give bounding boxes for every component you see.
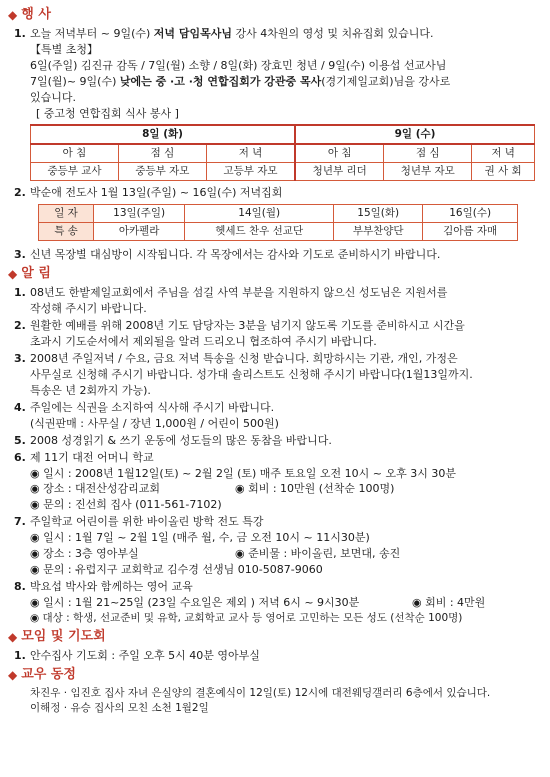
mothers-school-date: ◉ 일시 : 2008년 1월12일(토) ~ 2월 2일 (토) 매주 토요일 오전 10시 ~ 오후 3시 30분: [30, 466, 456, 480]
members-news: [8, 686, 544, 716]
special-table-date: 15일(화): [334, 205, 423, 223]
meal-cell: 청년부 자모: [384, 163, 472, 181]
special-invite-label: 【특별 초청】: [30, 42, 99, 56]
meetings-title: 모임 및 기도회: [21, 629, 106, 645]
meal-cell: 청년부 리더: [295, 163, 384, 181]
event-1-line-2: 6일(주일) 김진규 감독 / 7일(월) 소향 / 8일(화) 장효민 청년 / 9일(수) 이용섭 선교사님: [30, 58, 447, 72]
notice-item-3: 3. 2008년 주일저녁 / 수요, 금요 저녁 특송을 신청 받습니다. 희망하시는 기관, 개인, 가정은 사무실로 신청해 주시기 바랍니다. 성가대 솔리스트도 신청해 주시기 바랍니다(1월13일까지. 특송은 년 2회까지 가능).: [14, 351, 473, 397]
violin-class-contact: ◉ 문의 : 유럽지구 교회학교 김수경 선생님 010-5087-9060: [30, 563, 323, 577]
mothers-school-contact: ◉ 문의 : 진선희 집사 (011-561-7102): [30, 498, 222, 512]
meal-col-header: 점 심: [118, 144, 206, 163]
meal-service-table: [30, 124, 535, 181]
item-number: 1.: [14, 26, 26, 40]
event-1-line-3: 7일(월)~ 9일(수) 낮에는 중 ·고 ·청 연합집회가 강관중 목사(경기제일교회)님을 강사로: [30, 74, 451, 88]
events-heading: [8, 6, 544, 25]
event-1-line-1: 오늘 저녁부터 ~ 9일(수) 저녁 담임목사님 강사 4차원의 영성 및 치유집회 있습니다.: [30, 26, 434, 40]
special-song-table: [38, 204, 518, 241]
english-class-date: ◉ 일시 : 1월 21~25일 (23일 수요일은 제외 ) 저녁 6시 ~ 9시30분: [30, 596, 360, 609]
notice-item-8: 8. 박요섭 박사와 함께하는 영어 교육 ◉ 일시 : 1월 21~25일 (23일 수요일은 제외 ) 저녁 6시 ~ 9시30분 ◉ 회비 : 4만원 ◉ 대상 : 학생, 선교준비 및 유학, 교회학교 교사 등 영어로 고민하는 모든 성도 (선착순 100명): [8, 579, 544, 626]
meeting-item-1: 1. 안수집사 기도회 : 주일 오후 5시 40분 영아부실: [14, 649, 260, 662]
violin-class-place: ◉ 장소 : 3층 영아부실: [30, 547, 139, 561]
meal-cell: 고등부 자모: [206, 163, 295, 181]
notice-item-7: 7. 주일학교 어린이를 위한 바이올린 방학 전도 특강 ◉ 일시 : 1월 7일 ~ 2월 1일 (매주 월, 수, 금 오전 10시 ~ 11시30분) ◉ 장소 : 3층 영아부실 ◉ 준비물 : 바이올린, 보면대, 송진 ◉ 문의 : 유럽지구 교회학교 김수경 선생님 010-5087-9060: [8, 514, 544, 578]
members-title: 교우 동정: [21, 666, 76, 682]
diamond-icon: ◆: [8, 667, 18, 682]
event-item-3: 3. 신년 목장별 대심방이 시작됩니다. 각 목장에서는 감사와 기도로 준비하시기 바랍니다.: [14, 248, 441, 262]
notice-item-2: 2. 원활한 예배를 위해 2008년 기도 담당자는 3분을 넘기지 않도록 기도를 준비하시고 시간을 초과시 기도순서에서 제외될을 알려 드리오니 협조하여 주시기 바랍니다.: [14, 319, 465, 348]
members-news-line: 차진우 · 임진호 집사 자녀 은실양의 결혼예식이 12일(토) 12시에 대전웨딩갤러리 6층에서 있습니다.: [30, 686, 491, 699]
meal-cell: 중등부 교사: [31, 163, 119, 181]
events-title: 행 사: [21, 7, 51, 22]
special-table-performer: 김아름 자매: [423, 223, 518, 241]
diamond-icon: ◆: [8, 7, 18, 22]
notices-heading: [8, 265, 544, 284]
special-table-date: 13일(주일): [94, 205, 185, 223]
meetings-heading: [8, 628, 544, 647]
meal-table-title: [ 중고청 연합집회 식사 봉사 ]: [36, 106, 179, 120]
meal-cell: 권 사 회: [472, 163, 535, 181]
special-table-label: 일 자: [39, 205, 94, 223]
special-table-date: 16일(수): [423, 205, 518, 223]
meal-cell: 중등부 자모: [118, 163, 206, 181]
mothers-school-place: ◉ 장소 : 대전산성감리교회: [30, 482, 161, 496]
event-1-line-4: 있습니다.: [30, 90, 77, 104]
english-class-fee: ◉ 회비 : 4만원: [412, 596, 486, 609]
mothers-school-fee: ◉ 회비 : 10만원 (선착순 100명): [235, 482, 395, 496]
english-class-target: ◉ 대상 : 학생, 선교준비 및 유학, 교회학교 교사 등 영어로 고민하는 모든 성도 (선착순 100명): [30, 611, 463, 624]
meal-col-header: 저 녁: [206, 144, 295, 163]
special-table-performer: 아카펠라: [94, 223, 185, 241]
violin-class-date: ◉ 일시 : 1월 7일 ~ 2월 1일 (매주 월, 수, 금 오전 10시 ~ 11시30분): [30, 531, 370, 545]
meal-col-header: 저 녁: [472, 144, 535, 163]
special-table-performer: 부부찬양단: [334, 223, 423, 241]
meal-col-header: 점 심: [384, 144, 472, 163]
violin-class-supplies: ◉ 준비물 : 바이올린, 보면대, 송진: [235, 547, 401, 561]
members-news-line: 이해정 · 유승 집사의 모친 소천 1월2일: [30, 702, 209, 714]
diamond-icon: ◆: [8, 267, 18, 282]
diamond-icon: ◆: [8, 629, 18, 644]
notice-item-1: 1. 08년도 한밭제일교회에서 주님을 섬길 사역 부분을 지원하지 않으신 성도님은 지원서를 작성해 주시기 바랍니다.: [14, 286, 448, 316]
special-table-date: 14일(월): [185, 205, 334, 223]
meal-col-header: 아 침: [31, 144, 119, 163]
notices-title: 알 림: [21, 266, 51, 282]
notice-item-5: 5. 2008 성경읽기 & 쓰기 운동에 성도들의 많은 동참을 바랍니다.: [14, 433, 332, 447]
notice-item-6: 6. 제 11기 대전 어머니 학교 ◉ 일시 : 2008년 1월12일(토) ~ 2월 2일 (토) 매주 토요일 오전 10시 ~ 오후 3시 30분 ◉ 장소 : 대전산성감리교회 ◉ 회비 : 10만원 (선착순 100명) ◉ 문의 : 진선희 집사 (011-561-7102): [8, 450, 544, 514]
event-item-1: [8, 26, 544, 122]
members-heading: [8, 666, 544, 685]
event-item-2: 2. 박순애 전도사 1월 13일(주일) ~ 16일(수) 저녁집회: [14, 186, 283, 200]
special-table-performer: 헷세드 찬우 선교단: [185, 223, 334, 241]
meal-day-header: 8일 (화): [31, 125, 296, 144]
special-table-label: 특 송: [39, 223, 94, 241]
meal-day-header: 9일 (수): [295, 125, 534, 144]
notice-item-4: 4. 주일에는 식권을 소지하여 식사해 주시기 바랍니다. (식권판매 : 사무실 / 장년 1,000원 / 어린이 500원): [14, 400, 279, 430]
meal-col-header: 아 침: [295, 144, 384, 163]
